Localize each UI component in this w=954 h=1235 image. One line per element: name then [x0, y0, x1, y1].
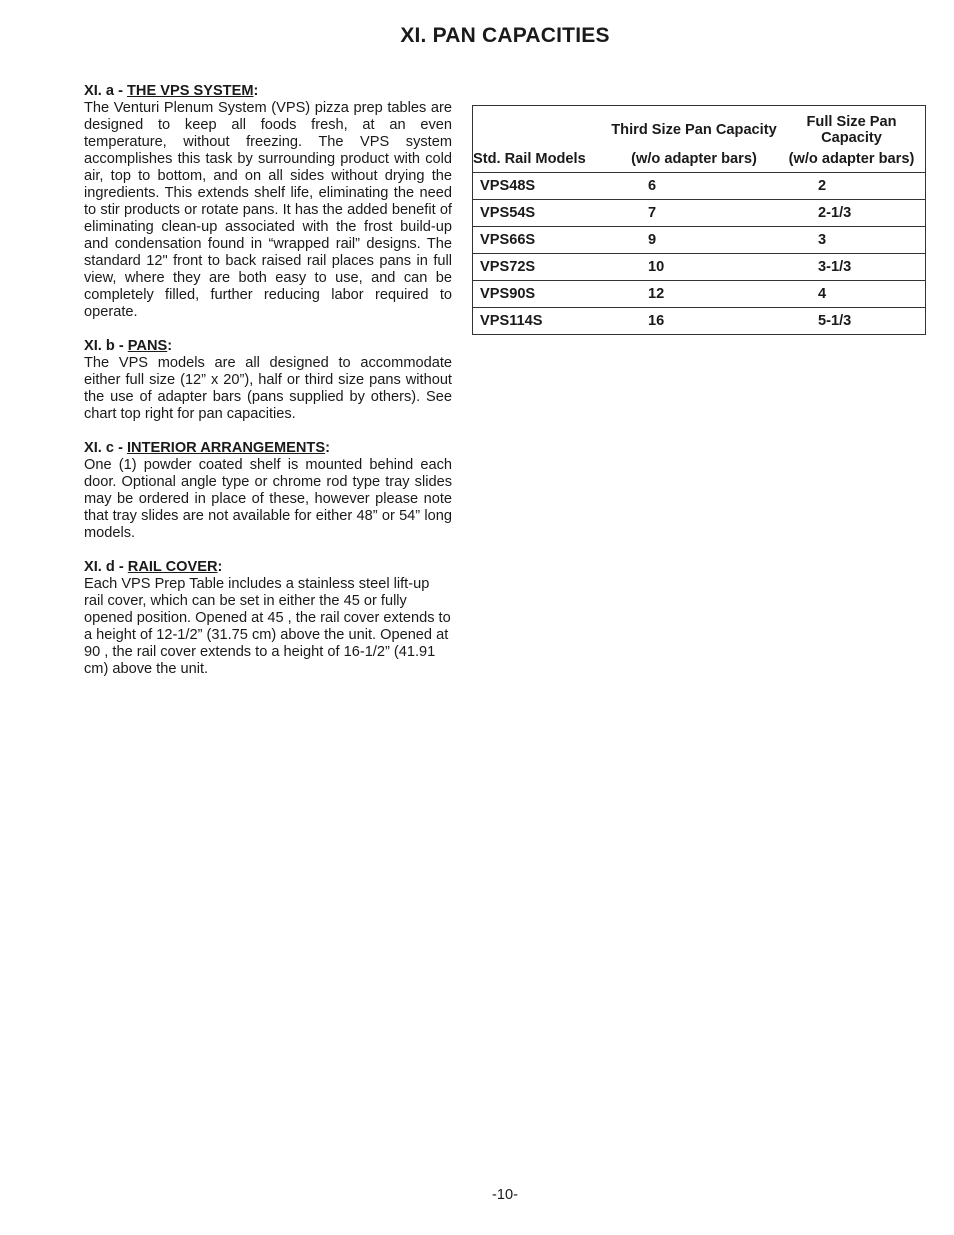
pan-capacity-table [472, 105, 926, 335]
table-row [473, 173, 926, 200]
section-vps-system [84, 83, 452, 321]
third-size-cell: 9 [648, 232, 657, 248]
section-pans [84, 338, 452, 423]
table-row [473, 308, 926, 335]
section-heading [84, 83, 452, 100]
table-row [473, 227, 926, 254]
section-rail-cover [84, 559, 452, 678]
table-header-cell: Third Size Pan Capacity [611, 122, 777, 138]
table-header-cell [473, 106, 611, 147]
full-size-cell: 3 [818, 232, 827, 248]
section-suffix: : [217, 559, 223, 575]
table-row [473, 281, 926, 308]
section-heading-text: THE VPS SYSTEM [126, 83, 254, 99]
section-heading [84, 559, 452, 576]
model-cell: VPS114S [480, 313, 543, 329]
table-header-cell: (w/o adapter bars) [788, 151, 915, 167]
section-suffix: : [253, 83, 259, 99]
section-prefix: XI. c - [84, 440, 127, 456]
section-prefix: XI. b - [84, 338, 128, 354]
third-size-cell: 12 [648, 286, 665, 302]
section-interior-arrangements [84, 440, 452, 542]
page-number: -10- [492, 1187, 518, 1203]
table-header-row [473, 146, 926, 173]
table-row [473, 254, 926, 281]
full-size-cell: 3-1/3 [818, 259, 852, 275]
third-size-cell: 6 [648, 178, 657, 194]
table-header-cell: Std. Rail Models [473, 151, 586, 167]
section-heading [84, 338, 452, 355]
section-body: The Venturi Plenum System (VPS) pizza prep tables are designed to keep all foods fresh, at an even temperature, without freezing. The VPS system accomplishes this task by surrounding product with cold air, top to bottom, and on all sides without drying the ingredients. This extends shelf life, eliminating the need to stir products or rotate pans. It has the added benefit of eliminating clean-up associated with the frost build-up and condensation found in “wrapped rail” designs. The standard 12" front to back raised rail places pans in full view, where they are both easy to use, and can be completely filled, further reducing labor required to operate. [84, 100, 452, 320]
section-prefix: XI. d - [84, 559, 128, 575]
full-size-cell: 2-1/3 [818, 205, 852, 221]
section-heading-text: INTERIOR ARRANGEMENTS [126, 440, 326, 456]
third-size-cell: 16 [648, 313, 665, 329]
full-size-cell: 2 [818, 178, 827, 194]
table-row [473, 200, 926, 227]
section-body: Each VPS Prep Table includes a stainless steel lift-up rail cover, which can be set in either the 45 or fully opened position. Opened at 45 , the rail cover extends to a height of 12-1/2” (31.75 cm) above the unit. Opened at 90 , the rail cover extends to a height of 16-1/2” (41.91 cm) above the unit. [84, 576, 451, 677]
section-heading [84, 440, 452, 457]
table-header-cell: (w/o adapter bars) [631, 151, 757, 167]
full-size-cell: 5-1/3 [818, 313, 852, 329]
section-body: One (1) powder coated shelf is mounted behind each door. Optional angle type or chrome rod type tray slides may be ordered in place of these, however please note that tray slides are not available for either 48” or 54” long models. [84, 457, 452, 541]
table-header-cell: Full Size Pan Capacity [806, 114, 897, 146]
model-cell: VPS90S [480, 286, 536, 302]
section-body: The VPS models are all designed to accommodate either full size (12” x 20”), half or third size pans without the use of adapter bars (pans supplied by others). See chart top right for pan capacities. [84, 355, 452, 422]
model-cell: VPS72S [480, 259, 536, 275]
model-cell: VPS66S [480, 232, 536, 248]
third-size-cell: 10 [648, 259, 665, 275]
page-title: XI. PAN CAPACITIES [400, 24, 610, 47]
table-header-row [473, 106, 926, 147]
third-size-cell: 7 [648, 205, 657, 221]
section-suffix: : [167, 338, 173, 354]
model-cell: VPS48S [480, 178, 536, 194]
section-prefix: XI. a - [84, 83, 127, 99]
section-suffix: : [325, 440, 330, 456]
section-heading-text: RAIL COVER [127, 559, 218, 575]
model-cell: VPS54S [480, 205, 536, 221]
text-column [84, 83, 452, 678]
full-size-cell: 4 [818, 286, 827, 302]
section-heading-text: PANS [127, 338, 168, 354]
